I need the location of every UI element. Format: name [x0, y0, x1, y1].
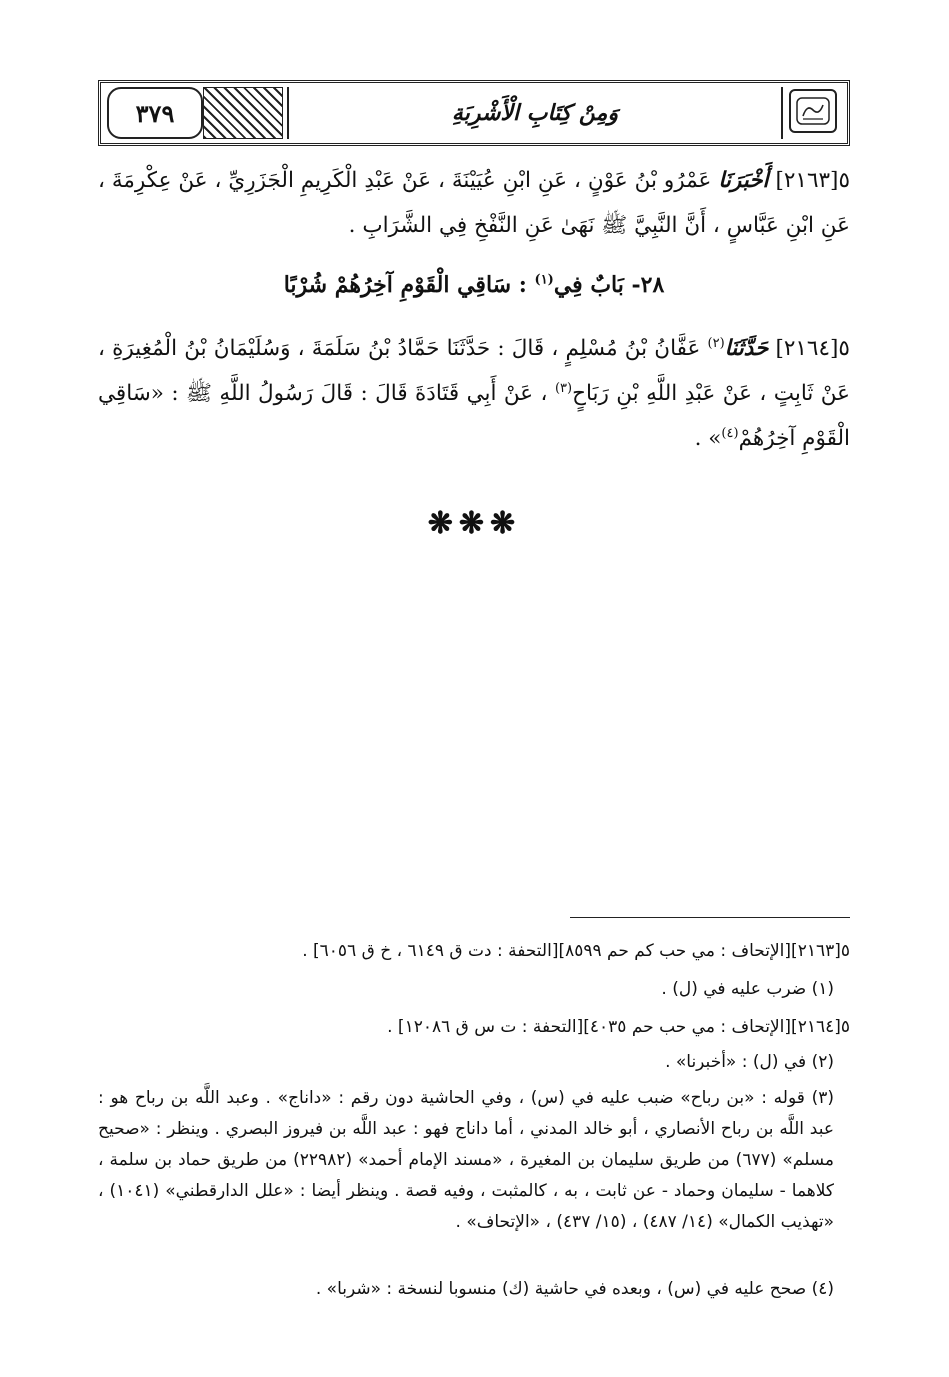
chapter-heading: [98, 272, 850, 298]
footnote-ref-2: (٢): [707, 335, 725, 351]
hadith-text-part-1: عَفَّانُ بْنُ مُسْلِمٍ ، قَالَ : حَدَّثَنَا حَمَّادُ بْنُ سَلَمَةَ ، وَسُلَيْمَانُ بْنُ الْمُغِيرَةِ ، عَنْ ثَابِتٍ ، عَنْ عَبْدِ اللَّهِ بْنِ رَبَاحٍ: [98, 336, 850, 406]
footnote-item: (٢) في (ل) : «أخبرنا» .: [665, 1052, 834, 1072]
hadith-lead: حَدَّثَنَا: [724, 336, 769, 361]
book-section-title: وَمِنْ كِتَابِ الْأَشْرِبَةِ: [451, 100, 619, 126]
page-header: [98, 80, 850, 146]
footnote-item: (٤) صحح عليه في (س) ، وبعده في حاشية (ك) منسوبا لنسخة : «شربا» .: [315, 1279, 834, 1299]
footnote-item: ٥[٢١٦٤][الإتحاف : مي حب حم ٤٠٣٥][التحفة : ت س ق ١٢٠٨٦] .: [387, 1017, 850, 1037]
hadith-lead: أَخْبَرَنَا: [718, 168, 769, 193]
footnote-ref-4: (٤): [721, 425, 739, 441]
header-ornament-left: [203, 87, 283, 139]
hadith-2163: [98, 158, 850, 248]
footnote-item: (٣) قوله : «بن رباح» ضبب عليه في (س) ، وفي الحاشية دون رقم : «داناج» . وعبد اللَّه بن رباح هو : عبد اللَّه بن رباح الأنصاري ، أبو خالد المدني ، أما داناج فهو : عبد اللَّه بن فيروز البصري . وينظر : «صحيح مسلم» (٦٧٧) من طريق سليمان بن المغيرة ، «مسند الإمام أحمد» (٢٢٩٨٢) من طريق حماد بن سلمة ، كلاهما - سليمان وحماد - عن ثابت ، به ، كالمثبت ، وفيه قصة . وينظر أيضا : «علل الدارقطني» (١٠٤١) ، «تهذيب الكمال» (١٤/ ٤٨٧) ، (١٥/ ٤٣٧) ، «الإتحاف» .: [98, 1088, 835, 1232]
publisher-seal-icon: [789, 89, 837, 133]
seal-emblem-icon: [795, 96, 831, 126]
hadith-number: ٥[٢١٦٤]: [775, 336, 850, 361]
footnote-rule: [570, 917, 850, 918]
page-number-box: [107, 87, 203, 139]
hadith-number: ٥[٢١٦٣]: [775, 168, 850, 193]
hadith-text-part-3: » .: [694, 426, 722, 451]
hadith-text: عَمْرُو بْنُ عَوْنٍ ، عَنِ ابْنِ عُيَيْنَةَ ، عَنْ عَبْدِ الْكَرِيمِ الْجَزَرِيِّ ، عَنْ عِكْرِمَةَ ، عَنِ ابْنِ عَبَّاسٍ ، أَنَّ النَّبِيَّ ﷺ نَهَىٰ عَنِ النَّفْخِ فِي الشَّرَابِ .: [98, 168, 850, 238]
footnote-item: (١) ضرب عليه في (ل) .: [661, 979, 834, 999]
section-separator: ❋❋❋: [427, 506, 522, 541]
hadith-text-part-2: ، عَنْ أَبِي قَتَادَةَ قَالَ : قَالَ رَسُولُ اللَّهِ ﷺ : «سَاقِي الْقَوْمِ آخِرُهُمْ: [98, 381, 850, 451]
footnote-ref-1: (١): [534, 272, 554, 288]
footnote-item: ٥[٢١٦٣][الإتحاف : مي حب كم حم ٨٥٩٩][التحفة : دت ق ٦١٤٩ ، خ ق ٦٠٥٦] .: [302, 941, 850, 961]
header-title-box: [287, 87, 783, 139]
chapter-prefix: ٢٨- بَابٌ فِي: [553, 272, 665, 298]
footnote-ref-3: (٣): [554, 380, 573, 396]
hadith-2164: [98, 326, 850, 461]
chapter-title: : سَاقِي الْقَوْمِ آخِرُهُمْ شُرْبًا: [283, 272, 527, 298]
page-number: ٣٧٩: [135, 98, 175, 128]
